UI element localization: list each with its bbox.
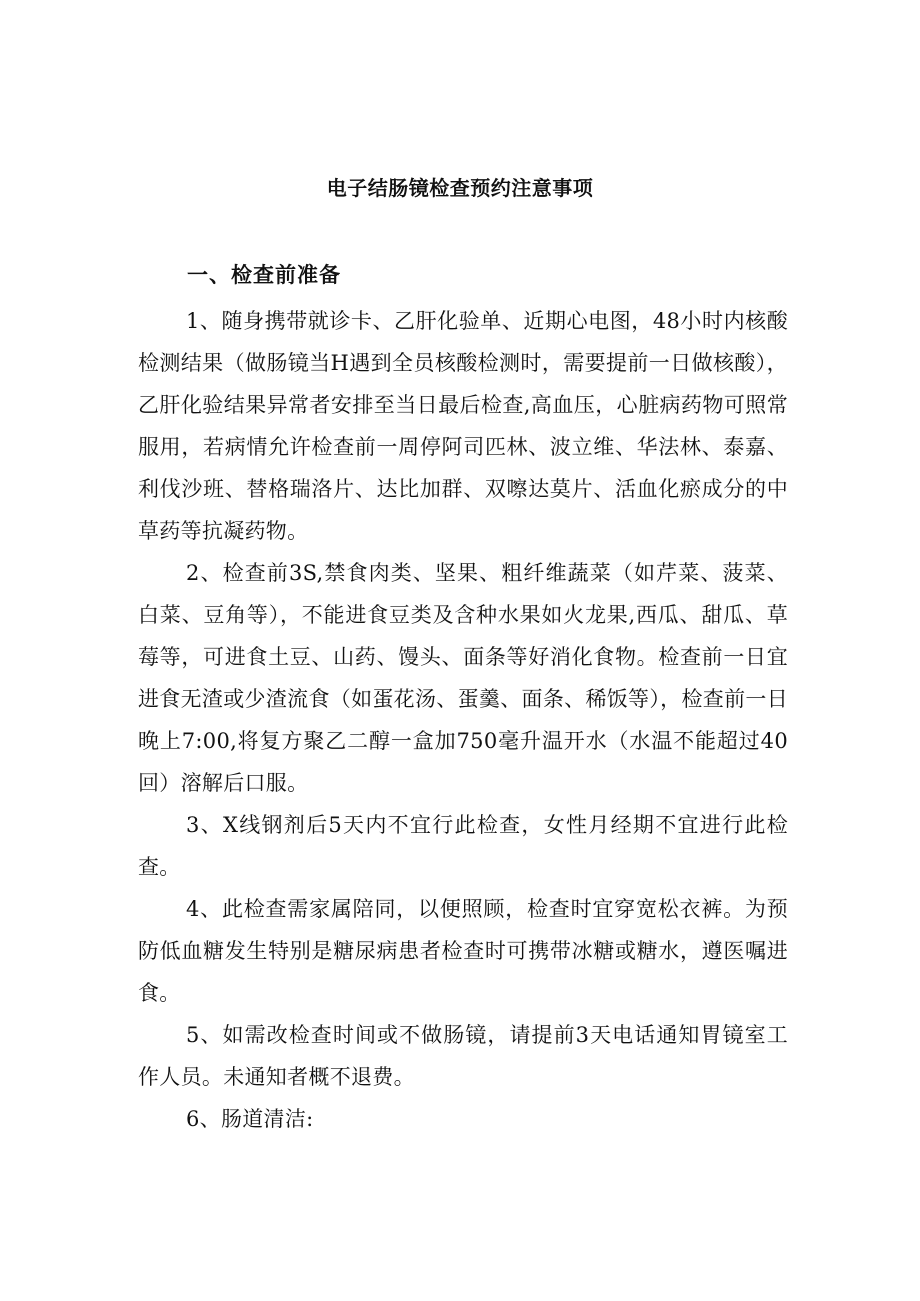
paragraph-1: 1、随身携带就诊卡、乙肝化验单、近期心电图，48小时内核酸检测结果（做肠镜当H遇到全员核酸检测时，需要提前一日做核酸），乙肝化验结果异常者安排至当日最后检查,高血压，心脏病药物可照常服用，若病情允许检查前一周停阿司匹林、波立维、华法林、泰嘉、利伐沙班、替格瑞洛片、达比加群、双嚓达莫片、活血化瘀成分的中草药等抗凝药物。	[138, 309, 788, 543]
document-title: 电子结肠镜检查预约注意事项	[326, 176, 594, 200]
paragraph-3: 3、X线钢剂后5天内不宜行此检查，女性月经期不宜进行此检查。	[138, 813, 788, 879]
paragraph-2: 2、检查前3S,禁食肉类、坚果、粗纤维蔬菜（如芹菜、菠菜、白菜、豆角等），不能进食豆类及含种水果如火龙果,西瓜、甜瓜、草莓等，可进食土豆、山药、馒头、面条等好消化食物。检查前一日宜进食无渣或少渣流食（如蛋花汤、蛋羹、面条、稀饭等），检查前一日晚上7:00,将复方聚乙二醇一盒加750毫升温开水（水温不能超过40回）溶解后口服。	[138, 561, 788, 795]
paragraph-5: 5、如需改检查时间或不做肠镜，请提前3天电话通知胃镜室工作人员。未通知者概不退费。	[138, 1023, 788, 1089]
paragraph-4: 4、此检查需家属陪同，以便照顾，检查时宜穿宽松衣裤。为预防低血糖发生特别是糖尿病患者检查时可携带冰糖或糖水，遵医嘱进食。	[138, 897, 788, 1005]
paragraph-6: 6、肠道清洁:	[186, 1107, 314, 1131]
section-heading-preparation: 一、检查前准备	[187, 263, 341, 287]
document-body	[138, 300, 788, 1140]
